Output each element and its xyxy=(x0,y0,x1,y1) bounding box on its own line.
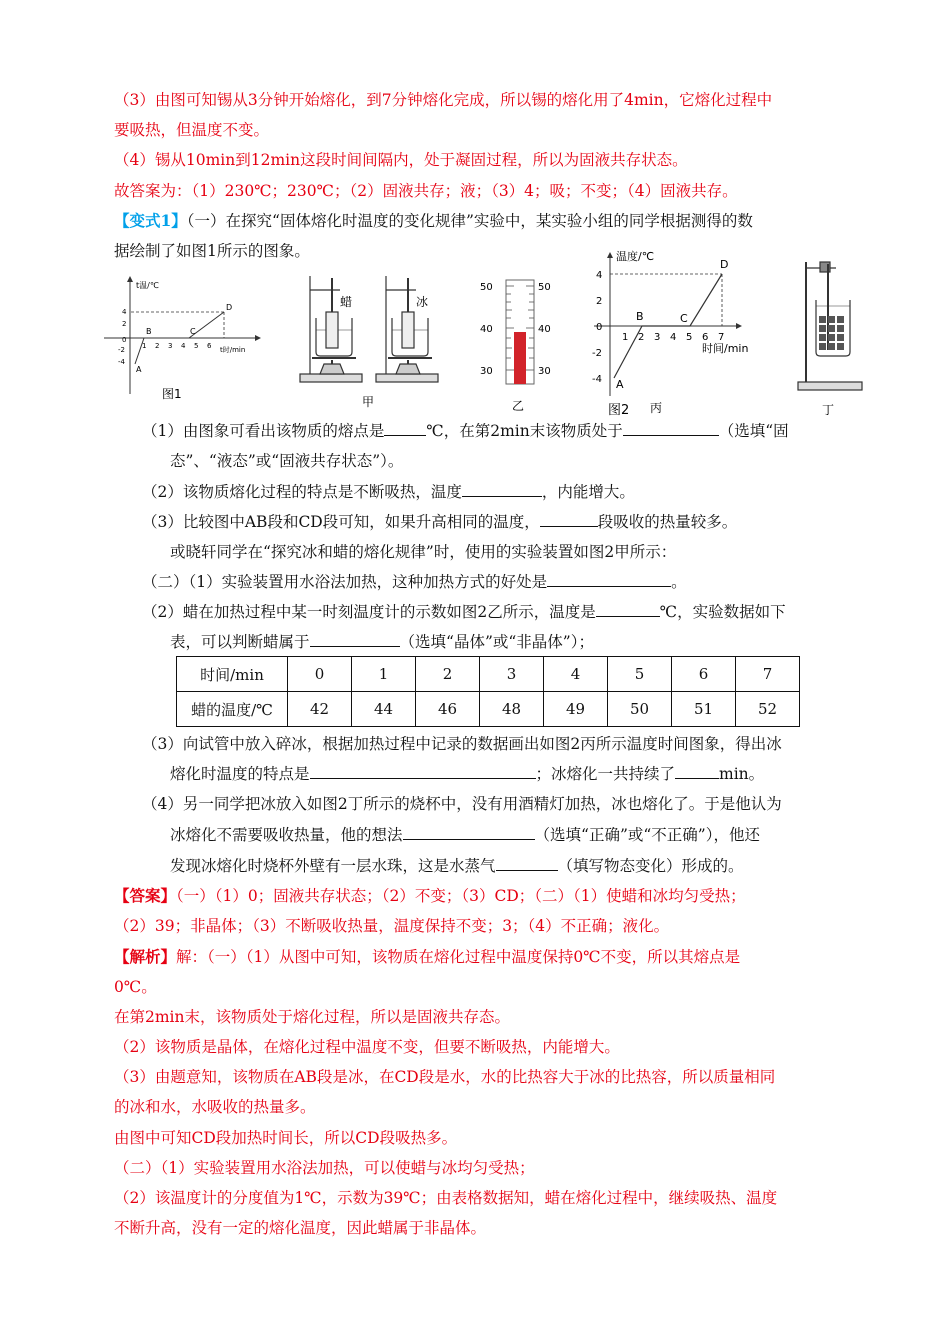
answer-line-2: （2）39；非晶体；（3）不断吸收热量，温度保持不变；3；（4）不正确；液化。 xyxy=(114,917,670,935)
table-header-temperature: 蜡的温度/℃ xyxy=(177,692,288,727)
yi-caption: 乙 xyxy=(512,399,525,412)
fig1-ylabel: t温/℃ xyxy=(136,281,159,290)
ding-ice-cubes xyxy=(819,316,844,350)
table-cell: 46 xyxy=(416,692,480,727)
wax-temperature-table xyxy=(176,656,800,727)
yi-mercury-column xyxy=(514,332,526,384)
table-cell: 48 xyxy=(480,692,544,727)
p2-text-c: 表，可以判断蜡属于 xyxy=(170,633,310,651)
p3-text-c: ；冰熔化一共持续了 xyxy=(535,765,676,783)
fig1-x-arrow xyxy=(255,335,261,341)
table-cell: 3 xyxy=(480,657,544,692)
part-2-question-4-cont2 xyxy=(170,855,744,877)
apparatus-right xyxy=(376,276,438,382)
fig1-caption: 图1 xyxy=(162,387,182,401)
p4-blank-1[interactable] xyxy=(403,824,535,840)
fig1-xtick-4: 4 xyxy=(181,342,186,350)
q3-text-a: （3）比较图中AB段和CD段可知，如果升高相同的温度， xyxy=(142,513,540,531)
table-cell: 5 xyxy=(608,657,672,692)
fig2-sub-caption: 丙 xyxy=(650,401,663,415)
table-cell: 7 xyxy=(736,657,800,692)
fig2-ytick-m4: -4 xyxy=(592,374,602,385)
figure-yi-thermometer xyxy=(476,272,566,412)
variant-intro: （一）在探究“固体熔化时温度的变化规律”实验中，某实验小组的同学根据测得的数 xyxy=(186,212,753,230)
fig2-point-D: D xyxy=(720,258,729,271)
fig2-ytick-2: 2 xyxy=(596,296,603,307)
q3-text-b: 段吸收的热量较多。 xyxy=(597,513,738,531)
fig2-point-B: B xyxy=(636,310,644,323)
part-2-question-1 xyxy=(142,571,687,593)
fig2-point-A: A xyxy=(616,378,624,391)
variant-intro-cont: 据绘制了如图1所示的图象。 xyxy=(114,242,310,260)
q1-blank-1[interactable] xyxy=(384,420,426,436)
fig1-point-A: A xyxy=(136,365,142,374)
question-3 xyxy=(142,511,737,533)
table-cell: 50 xyxy=(608,692,672,727)
p4-blank-2[interactable] xyxy=(496,855,558,871)
table-cell: 0 xyxy=(288,657,352,692)
analysis-line-4: （2）该物质是晶体，在熔化过程中温度不变，但要不断吸热，内能增大。 xyxy=(114,1038,620,1056)
part-2-question-2 xyxy=(142,601,786,623)
q1-text-b: ℃，在第2min末该物质处于 xyxy=(426,422,623,440)
fig1-point-D: D xyxy=(226,303,233,312)
fig1-ytick-4: 4 xyxy=(122,308,127,316)
p4-text-d: 发现冰熔化时烧杯外壁有一层水珠，这是水蒸气 xyxy=(170,857,496,875)
q1-text-c: （选填“固 xyxy=(718,422,789,440)
fig1-ytick-m4: -4 xyxy=(118,358,125,366)
fig1-point-B: B xyxy=(146,327,152,336)
solution-line-3: （3）由图可知锡从3分钟开始熔化，到7分钟熔化完成，所以锡的熔化用了4min，它熔化过程中 xyxy=(114,91,773,109)
q2-blank[interactable] xyxy=(462,481,542,497)
fig2-caption: 图2 xyxy=(608,403,630,418)
table-row-temperature xyxy=(177,692,800,727)
fig2-y-arrow xyxy=(607,252,613,258)
jia-caption: 甲 xyxy=(362,395,375,409)
solution-line-3-cont: 要吸热，但温度不变。 xyxy=(114,121,270,139)
answer-text-1: （一）（1）0；固液共存状态；（2）不变；（3）CD；（二）（1）使蜡和冰均匀受热； xyxy=(176,887,746,905)
part-2-question-4: （4）另一同学把冰放入如图2丁所示的烧杯中，没有用酒精灯加热，冰也熔化了。于是他认为 xyxy=(142,795,782,813)
analysis-line-6: 的冰和水，水吸收的热量多。 xyxy=(114,1098,316,1116)
table-cell: 42 xyxy=(288,692,352,727)
fig2-xtick-3: 3 xyxy=(654,332,661,343)
fig1-xtick-3: 3 xyxy=(168,342,173,350)
fig1-xlabel: t时/min xyxy=(220,346,246,354)
table-cell: 51 xyxy=(672,692,736,727)
yi-tick-40-right: 40 xyxy=(538,324,551,335)
yi-tick-30-right: 30 xyxy=(538,366,551,377)
jia-label-ice: 冰 xyxy=(416,295,429,309)
fig2-xlabel: 时间/min xyxy=(702,342,749,355)
fig1-ytick-m2: -2 xyxy=(118,346,125,354)
part-2-intro: 或晓轩同学在“探究冰和蜡的熔化规律”时，使用的实验装置如图2甲所示： xyxy=(170,543,677,561)
analysis-line-7: 由图中可知CD段加热时间长，所以CD段吸热多。 xyxy=(114,1129,458,1147)
fig2-xtick-5: 5 xyxy=(686,332,693,343)
table-header-time: 时间/min xyxy=(177,657,288,692)
yi-tick-50-right: 50 xyxy=(538,282,551,293)
answer-line-1 xyxy=(114,885,746,907)
p2-blank-2[interactable] xyxy=(310,631,400,647)
fig2-xtick-4: 4 xyxy=(670,332,677,343)
analysis-line-8: （二）（1）实验装置用水浴法加热，可以使蜡与冰均匀受热； xyxy=(114,1159,535,1177)
analysis-line-2: 0℃。 xyxy=(114,978,157,996)
solution-line-4: （4）锡从10min到12min这段时间间隔内，处于凝固过程，所以为固液共存状态。 xyxy=(114,151,688,169)
fig2-x-arrow xyxy=(736,323,742,329)
table-cell: 4 xyxy=(544,657,608,692)
fig2-xtick-2: 2 xyxy=(638,332,645,343)
question-2 xyxy=(142,481,635,503)
part-2-question-2-cont xyxy=(170,631,594,653)
p3-text-b: 熔化时温度的特点是 xyxy=(170,765,310,783)
q2-text-b: ，内能增大。 xyxy=(541,483,635,501)
p2-blank-1[interactable] xyxy=(596,601,660,617)
p4-text-b: 冰熔化不需要吸收热量，他的想法 xyxy=(170,826,403,844)
question-1-cont: 态”、“液态”或“固液共存状态”）。 xyxy=(170,452,404,470)
answer-tag: 【答案】 xyxy=(114,886,177,905)
analysis-line-3: 在第2min末，该物质处于熔化过程，所以是固液共存态。 xyxy=(114,1008,511,1026)
p3-text-d: min。 xyxy=(719,765,765,783)
figure-ding-beaker xyxy=(788,256,868,418)
analysis-line-9: （2）该温度计的分度值为1℃，示数为39℃；由表格数据知，蜡在熔化过程中，继续吸热、温度 xyxy=(114,1189,778,1207)
answer-summary: 故答案为：（1）230℃；230℃；（2）固液共存；液；（3）4；吸；不变；（4）固液共存。 xyxy=(114,182,738,200)
fig2-xtick-7: 7 xyxy=(718,332,725,343)
part-2-question-3-cont xyxy=(170,763,764,785)
figure-jia-apparatus xyxy=(296,268,456,410)
q2-text-a: （2）该物质熔化过程的特点是不断吸热，温度 xyxy=(142,483,462,501)
question-1 xyxy=(142,420,789,442)
fig1-xtick-1: 1 xyxy=(142,342,147,350)
fig1-xtick-6: 6 xyxy=(207,342,212,350)
p1-text-b: 。 xyxy=(671,573,687,591)
table-cell: 44 xyxy=(352,692,416,727)
p4-text-c: （选填“正确”或“不正确”），他还 xyxy=(534,826,760,844)
fig2-ylabel: 温度/℃ xyxy=(616,250,655,263)
table-cell: 49 xyxy=(544,692,608,727)
p2-text-a: （2）蜡在加热过程中某一时刻温度计的示数如图2乙所示，温度是 xyxy=(142,603,596,621)
fig2-ytick-m2: -2 xyxy=(592,348,602,359)
analysis-text-1: 解：（一）（1）从图中可知，该物质在熔化过程中温度保持0℃不变，所以其熔点是 xyxy=(176,948,741,966)
yi-tick-40-left: 40 xyxy=(480,324,493,335)
q1-text-a: （1）由图象可看出该物质的熔点是 xyxy=(142,422,385,440)
table-row-time xyxy=(177,657,800,692)
analysis-line-10: 不断升高，没有一定的熔化温度，因此蜡属于非晶体。 xyxy=(114,1219,487,1237)
p4-text-e: （填写物态变化）形成的。 xyxy=(557,857,744,875)
part-2-question-3: （3）向试管中放入碎冰，根据加热过程中记录的数据画出如图2丙所示温度时间图象，得出冰 xyxy=(142,735,782,753)
figure-2-bing-graph xyxy=(588,246,778,418)
fig1-ytick-2: 2 xyxy=(122,320,127,328)
fig2-point-C: C xyxy=(680,312,688,325)
p2-text-b: ℃，实验数据如下 xyxy=(659,603,786,621)
analysis-line-1 xyxy=(114,946,740,968)
analysis-tag: 【解析】 xyxy=(114,947,177,966)
fig1-xtick-2: 2 xyxy=(155,342,160,350)
part-2-question-4-cont xyxy=(170,824,760,846)
fig2-xtick-1: 1 xyxy=(622,332,629,343)
table-cell: 6 xyxy=(672,657,736,692)
fig1-y-arrow xyxy=(127,276,133,282)
p2-text-d: （选填“晶体”或“非晶体”）； xyxy=(399,633,594,651)
table-cell: 2 xyxy=(416,657,480,692)
ding-caption: 丁 xyxy=(822,403,835,417)
variant-heading xyxy=(114,210,753,232)
p3-blank-2[interactable] xyxy=(675,763,719,779)
q1-blank-2[interactable] xyxy=(623,420,719,436)
analysis-line-5: （3）由题意知，该物质在AB段是冰，在CD段是水，水的比热容大于冰的比热容，所以质量相同 xyxy=(114,1068,776,1086)
fig1-ytick-0: 0 xyxy=(122,336,127,344)
fig2-ytick-4: 4 xyxy=(596,270,603,281)
yi-tick-30-left: 30 xyxy=(480,366,493,377)
p1-blank[interactable] xyxy=(547,571,671,587)
p3-blank-1[interactable] xyxy=(310,763,536,779)
p1-text-a: （二）（1）实验装置用水浴法加热，这种加热方式的好处是 xyxy=(142,573,548,591)
ding-base xyxy=(798,382,862,390)
table-cell: 52 xyxy=(736,692,800,727)
variant-tag: 【变式1】 xyxy=(114,211,187,230)
fig1-point-C: C xyxy=(190,327,196,336)
table-cell: 1 xyxy=(352,657,416,692)
figure-1-graph xyxy=(100,272,265,404)
apparatus-left xyxy=(300,276,362,382)
jia-label-wax: 蜡 xyxy=(340,295,353,309)
yi-tick-50-left: 50 xyxy=(480,282,493,293)
fig2-xtick-6: 6 xyxy=(702,332,709,343)
fig1-xtick-5: 5 xyxy=(194,342,199,350)
q3-blank[interactable] xyxy=(540,511,598,527)
fig2-ytick-0: 0 xyxy=(596,322,603,333)
